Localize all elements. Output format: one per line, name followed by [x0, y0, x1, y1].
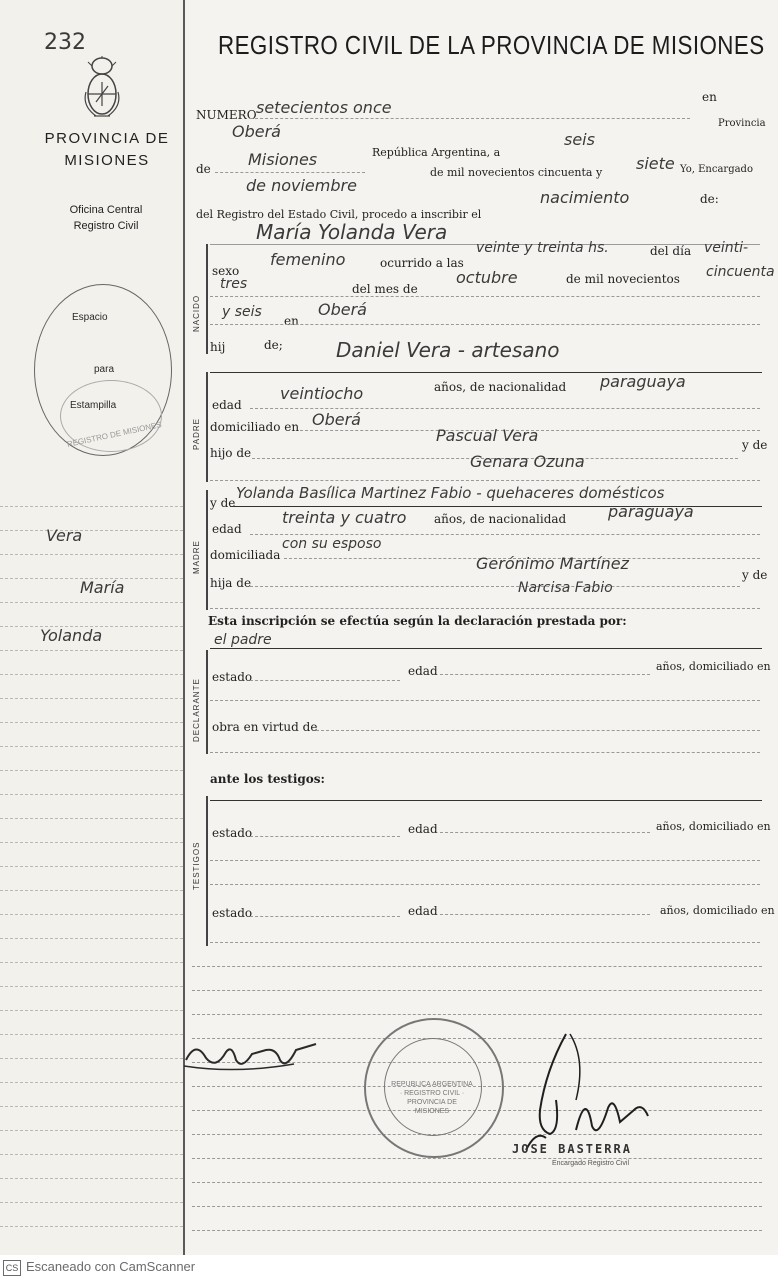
faded-stamp-text: REGISTRO DE MISIONES	[66, 420, 163, 449]
margin-rule-line	[0, 794, 183, 795]
entry-madre-hija1: Gerónimo Martínez	[476, 554, 629, 573]
side-label-testigos: TESTIGOS	[192, 841, 201, 890]
margin-rule-line	[0, 1178, 183, 1179]
entry-anio-nac2: y seis	[222, 304, 262, 320]
label-en: en	[702, 90, 717, 104]
entry-madre-dom: con su esposo	[282, 536, 382, 552]
entry-padre-edad: veintiocho	[280, 384, 364, 403]
label-y-de-madre: y de	[210, 496, 236, 510]
margin-rule-line	[0, 1226, 183, 1227]
label-estado-declarante: estado	[212, 670, 253, 684]
label-edad-madre: edad	[212, 522, 242, 536]
ruled-line	[192, 1158, 762, 1159]
label-obra: obra en virtud de	[212, 720, 318, 734]
margin-rule-line	[0, 1202, 183, 1203]
page-number: 232	[44, 30, 86, 55]
entry-anio: siete	[636, 154, 675, 173]
entry-provincia: Misiones	[248, 150, 318, 169]
entry-lugar: Oberá	[318, 300, 367, 319]
label-de2: de;	[264, 338, 283, 352]
margin-rule-line	[0, 1058, 183, 1059]
label-anos-nac-padre: años, de nacionalidad	[434, 380, 567, 394]
entry-place: Oberá	[232, 122, 281, 141]
scanner-watermark-text: Escaneado con CamScanner	[26, 1259, 196, 1274]
label-yo-encargado: Yo, Encargado	[680, 164, 753, 175]
margin-rule-line	[0, 986, 183, 987]
ruled-line	[192, 1014, 762, 1015]
entry-padre-nac: paraguaya	[600, 372, 686, 391]
label-provincia: Provincia	[718, 118, 766, 129]
ruled-line	[192, 966, 762, 967]
side-label-nacido: NACIDO	[192, 294, 201, 332]
seal-text: REPUBLICA ARGENTINA · REGISTRO CIVIL · PROVINCIA DE MISIONES	[391, 1081, 473, 1115]
camscanner-badge: CS	[3, 1260, 21, 1276]
label-republica: República Argentina, a	[372, 146, 501, 159]
label-anos-nac-madre: años, de nacionalidad	[434, 512, 567, 526]
margin-rule-line	[0, 554, 183, 555]
label-edad-padre: edad	[212, 398, 242, 412]
margin-rule-line	[0, 1034, 183, 1035]
ruled-line	[192, 990, 762, 991]
office-label: Oficina Central Registro Civil	[69, 204, 143, 232]
entry-padre-hijo2: Genara Ozuna	[470, 452, 585, 471]
entry-mes: de noviembre	[246, 176, 357, 195]
label-edad-testigo1: edad	[408, 822, 438, 836]
ruled-line	[192, 1182, 762, 1183]
margin-rule-line	[0, 650, 183, 651]
label-anos-dom-declarante: años, domiciliado en	[656, 660, 771, 673]
entry-numero: setecientos once	[256, 98, 392, 117]
margin-rule-line	[0, 818, 183, 819]
side-label-madre: MADRE	[192, 540, 201, 574]
margin-rule-line	[0, 1130, 183, 1131]
entry-padre-nombre: Daniel Vera - artesano	[336, 338, 560, 362]
margin-rule-line	[0, 746, 183, 747]
entry-madre-nac: paraguaya	[608, 502, 694, 521]
label-registro: del Registro del Estado Civil, procedo a inscribir el	[196, 208, 482, 221]
coat-of-arms-icon	[82, 56, 122, 122]
label-domiciliada: domiciliada	[210, 548, 281, 562]
entry-sexo: femenino	[270, 250, 346, 269]
ruled-line	[192, 1206, 762, 1207]
entry-madre-edad: treinta y cuatro	[282, 508, 407, 527]
label-ocurrido: ocurrido a las	[380, 256, 464, 270]
province-label: PROVINCIA DE MISIONES	[44, 130, 170, 169]
side-label-padre: PADRE	[192, 418, 201, 450]
margin-name-middle: Yolanda	[40, 626, 103, 645]
entry-madre-nombre: Yolanda Basílica Martinez Fabio - quehaceres domésticos	[236, 484, 665, 502]
label-numero: NUMERO	[196, 108, 257, 122]
margin-rule-line	[0, 530, 183, 531]
margin-name-first: María	[80, 578, 125, 597]
side-label-declarante: DECLARANTE	[192, 678, 201, 742]
margin-rule-line	[0, 770, 183, 771]
entry-dia-nac: veinti-	[704, 240, 749, 256]
entry-declarante: el padre	[214, 632, 272, 648]
declarant-signature-icon	[176, 1030, 336, 1080]
entry-anio-nac: cincuenta	[706, 264, 775, 280]
margin-rule-line	[0, 1082, 183, 1083]
entry-madre-hija2: Narcisa Fabio	[518, 580, 613, 596]
margin-rule-line	[0, 842, 183, 843]
label-en-lugar: en	[284, 314, 299, 328]
official-role: Encargado Registro Civil	[552, 1160, 630, 1167]
label-anos-dom-testigo2: años, domiciliado en	[660, 904, 775, 917]
margin-rule-line	[0, 698, 183, 699]
stamp-label-1: Espacio	[72, 312, 108, 323]
label-edad-declarante: edad	[408, 664, 438, 678]
margin-rule-line	[0, 1154, 183, 1155]
entry-mes-nac: octubre	[456, 268, 518, 287]
label-del-dia: del día	[650, 244, 692, 258]
margin-rule-line	[0, 890, 183, 891]
label-hij: hij	[210, 340, 226, 354]
margin-rule-line	[0, 866, 183, 867]
label-de: de	[196, 162, 211, 176]
label-y-de-padre: y de	[742, 438, 768, 452]
entry-acto: nacimiento	[540, 188, 630, 207]
label-de-mil2: de mil novecientos	[566, 272, 680, 286]
entry-hora: veinte y treinta hs.	[476, 240, 609, 256]
label-de-mil: de mil novecientos cincuenta y	[430, 166, 603, 179]
margin-rule-line	[0, 506, 183, 507]
stamp-label-3: Estampilla	[70, 400, 117, 411]
margin-rule-line	[0, 1010, 183, 1011]
document-title: REGISTRO CIVIL DE LA PROVINCIA DE MISIONES	[218, 30, 765, 60]
margin-rule-line	[0, 938, 183, 939]
margin-rule-line	[0, 602, 183, 603]
official-signature-icon	[516, 1030, 666, 1150]
entry-nombre: María Yolanda Vera	[256, 220, 448, 244]
label-testigos: ante los testigos:	[210, 772, 325, 786]
margin-rule-line	[0, 962, 183, 963]
official-name: JOSE BASTERRA	[512, 1142, 632, 1156]
label-estado-testigo1: estado	[212, 826, 253, 840]
label-sexo: sexo	[212, 264, 240, 278]
label-del-mes: del mes de	[352, 282, 418, 296]
label-inscripcion: Esta inscripción se efectúa según la declaración prestada por:	[208, 614, 627, 628]
label-estado-testigo2: estado	[212, 906, 253, 920]
ruled-line	[192, 1230, 762, 1231]
entry-padre-hijo1: Pascual Vera	[436, 426, 539, 445]
margin-rule-line	[0, 1106, 183, 1107]
label-domiciliado-en: domiciliado en	[210, 420, 300, 434]
margin-name-surname: Vera	[46, 526, 83, 545]
entry-padre-dom: Oberá	[312, 410, 361, 429]
stamp-label-2: para	[94, 364, 115, 375]
scanner-footer	[0, 1255, 778, 1280]
margin-rule-line	[0, 674, 183, 675]
margin-rule-line	[0, 722, 183, 723]
label-hija-de: hija de	[210, 576, 252, 590]
label-hijo-de: hijo de	[210, 446, 252, 460]
label-y-de-madre2: y de	[742, 568, 768, 582]
label-edad-testigo2: edad	[408, 904, 438, 918]
entry-dia-nac2: tres	[220, 276, 248, 292]
label-de-end: de:	[700, 192, 719, 206]
entry-dia: seis	[564, 130, 595, 149]
label-anos-dom-testigo1: años, domiciliado en	[656, 820, 771, 833]
margin-rule-line	[0, 914, 183, 915]
